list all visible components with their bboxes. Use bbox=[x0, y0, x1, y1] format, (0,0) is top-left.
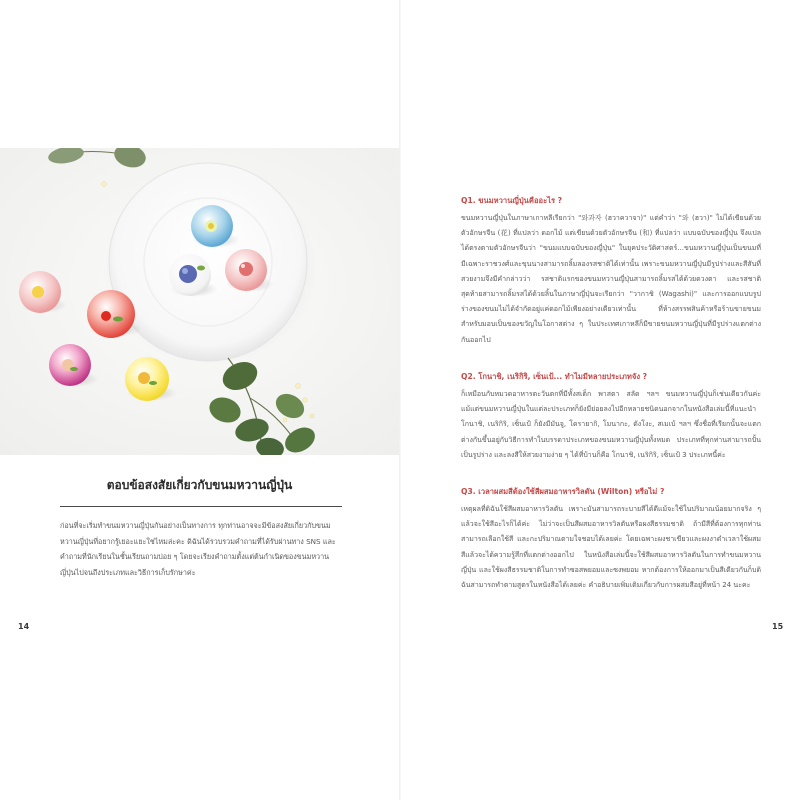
wagashi-photo bbox=[0, 148, 399, 455]
answer-text: เหตุผลที่ดิฉันใช้สีผสมอาหารวิลตัน เพราะมันสามารถระบายสีได้ดีแม้จะใช้ในปริมาณน้อยมากจริง ๆ แล้วจะใช้สีอะไรก็ได้ค่ะ ไม่ว่าจะเป็นสีผสมอาหารวิลตันหรือผงสีธรรมชาติ ถ้ามีสีที่ต้องการทุกท่านสามารถเลือกใช้สี และกะปริมาณตามใจชอบได้เลยค่ะ โดยเฉพาะผงชาเขียวและผงงาดำเวลาใช้ผสมสีแล้วจะได้ความรู้สึกที่แตกต่างออกไป ในหนังสือเล่มนี้จะใช้สีผสมอาหารวิลตันในการทำขนมหวานญี่ปุ่น และใช้ผงสีธรรมชาติในการทำซอสพยอมและซงพยอม หากต้องการให้ออกมาเป็นสีเดียวกันก็บดิฉันสามารถทำตามสูตรในหนังสือได้เลยค่ะ คำอธิบายเพิ่มเติมเกี่ยวกับการผสมสีอยู่ที่หน้า 24 นะคะ bbox=[461, 505, 761, 590]
left-page bbox=[0, 0, 399, 800]
qa-item bbox=[461, 195, 761, 348]
left-page-heading: ตอบข้อสงสัยเกี่ยวกับขนมหวานญี่ปุ่น bbox=[106, 478, 293, 492]
right-page bbox=[401, 0, 800, 800]
heading-divider bbox=[60, 506, 342, 507]
qa-item bbox=[461, 371, 761, 463]
qa-item bbox=[461, 486, 761, 593]
page-number-right: 15 bbox=[772, 622, 784, 631]
question-heading: Q2. โกนาชิ, เนริกิริ, เซ็นเป้... ทำไมมีหลายประเภทจัง ? bbox=[461, 372, 648, 381]
question-heading: Q3. เวลาผสมสีต้องใช้สีผสมอาหารวิลตัน (Wilton) หรือไม่ ? bbox=[461, 487, 665, 496]
left-page-intro: ก่อนที่จะเริ่มทำขนมหวานญี่ปุ่นกันอย่างเป็นทางการ ทุกท่านอาจจะมีข้อสงสัยเกี่ยวกับขนมหวานญี่ปุ่นที่อยากรู้เยอะแยะใช่ไหมล่ะคะ ดิฉันได้รวบรวมคำถามที่ได้รับผ่านทาง SNS และคำถามที่นักเรียนในชั้นเรียนถามบ่อย ๆ โดยจะเรียงคำถามตั้งแต่ต้นกำเนิดของขนมหวานญี่ปุ่นไปจนถึงประเภทและวิธีการเก็บรักษาค่ะ bbox=[60, 521, 336, 577]
page-number-left: 14 bbox=[18, 622, 30, 631]
answer-text: ขนมหวานญี่ปุ่นในภาษาเกาหลีเรียกว่า "와과자 (ฮวาควาจา)" แต่คำว่า "와 (ฮวา)" ไม่ได้เขียนด้วยตัวอักษรจีน (花) ที่แปลว่า ดอกไม้ แต่เขียนด้วยตัวอักษรจีน (和) ที่แปลว่า แบบฉบับของญี่ปุ่น จึงแปลได้ตรงตามตัวอักษรจีนว่า "ขนมแบบฉบับของญี่ปุ่น" ในยุคประวัติศาสตร์...ขนมหวานญี่ปุ่นเป็นขนมที่มีเฉพาะราชวงศ์และขุนนางสามารถลิ้มลองรสชาติได้เท่านั้น เพราะขนมหวานญี่ปุ่นมีรูปร่างและสีสันที่สวยงามจึงมีคำกล่าวว่า รสชาติแรกของขนมหวานญี่ปุ่นสามารถลิ้มรสได้ด้วยดวงตา และรสชาติสุดท้ายสามารถลิ้มรสได้ด้วยลิ้นในภาษาญี่ปุ่นจะเรียกว่า "วากาชิ (Wagashi)" และการออกแบบรูปร่างของขนมไม่ได้จำกัดอยู่แค่ดอกไม้เพียงอย่างเดียวเท่านั้น ที่ห้างสรรพสินค้าหรือร้านขายขนมสำหรับมอบเป็นของขวัญในโอกาสต่าง ๆ ในประเทศเกาหลีก็มีขายขนมหวานญี่ปุ่นที่มีรูปร่างแตกต่างกันออกไป bbox=[461, 214, 761, 344]
answer-text: ก็เหมือนกับหมวดอาหารตะวันตกที่มีทั้งสเต็ก พาสตา สลัด ฯลฯ ขนมหวานญี่ปุ่นก็เช่นเดียวกันค่ะ แม้แต่ขนมหวานญี่ปุ่นในแต่ละประเภทก็ยังมีย่อยลงไปอีกหลายชนิดนอกจากในหนังสือเล่มนี้ที่แนะนำ โกนาชิ, เนริกิริ, เซ็นเป้ ก็ยังมีมันจู, โดรายากิ, โมนากะ, ดังโงะ, สเมเบ้ ฯลฯ ซึ่งชื่อที่เรียกนั้นจะแตกต่างกันขึ้นอยู่กับวิธีการทำในบรรดาประเภทของขนมหวานญี่ปุ่นทั้งหมด ประเภทที่ทุกท่านสามารถปั้นเป็นรูปร่าง และลงสีให้สวยงามง่าย ๆ ได้ที่บ้านก็คือ โกนาชิ, เนริกิริ, เซ็นเป้ 3 ประเภทนี้ค่ะ bbox=[461, 390, 761, 459]
question-heading: Q1. ขนมหวานญี่ปุ่นคืออะไร ? bbox=[461, 196, 563, 205]
